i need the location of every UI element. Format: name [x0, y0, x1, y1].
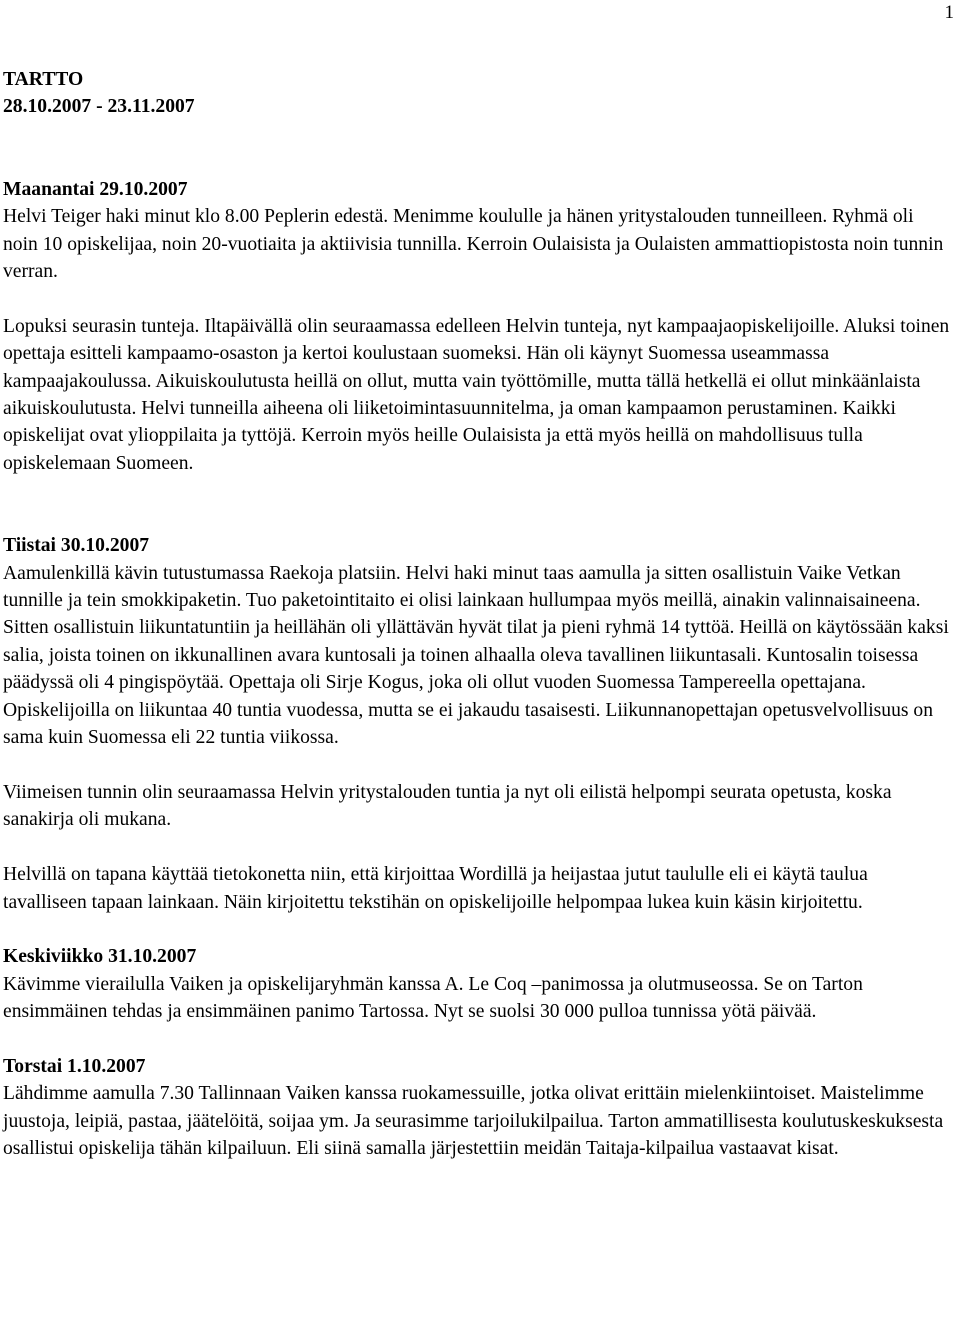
date-range: 28.10.2007 - 23.11.2007 [3, 96, 195, 118]
paragraph: Helvi Teiger haki minut klo 8.00 Peplerin edestä. Menimme koululle ja hänen yritystalouden tunneilleen. Ryhmä oli noin 10 opiskelijaa, noin 20-vuotiaita ja aktiivisia tunnilla. Kerroin Oulaisista ja Oulaisten ammattiopistosta noin tunnin verran. [3, 206, 944, 283]
paragraph: Lähdimme aamulla 7.30 Tallinnaan Vaiken kanssa ruokamessuille, jotka olivat erittäin mielenkiintoiset. Maistelimme juustoja, leipiä, pastaa, jäätelöitä, soijaa ym. Ja seurasimme tarjoilukilpailua. Tarton ammatillisesta koulutuskeskuksesta osallistui opiskelija tähän kilpailuun. Eli siinä samalla järjestettiin meidän Taitaja-kilpailua vastaavat kisat. [3, 1083, 944, 1160]
day-section [3, 1053, 953, 1163]
document-body [3, 66, 953, 1163]
day-section [3, 943, 953, 1025]
day-heading: Keskiviikko 31.10.2007 [3, 946, 197, 968]
day-section [3, 532, 953, 916]
day-heading: Tiistai 30.10.2007 [3, 535, 150, 557]
day-heading: Maanantai 29.10.2007 [3, 178, 188, 200]
paragraph: Helvillä on tapana käyttää tietokonetta niin, että kirjoittaa Wordillä ja heijastaa jutut taululle eli ei käytä taulua tavalliseen tapaan lainkaan. Näin kirjoitettu tekstihän on opiskelijoille helpompaa lukea kuin käsin kirjoitettu. [3, 864, 868, 913]
paragraph: Aamulenkillä kävin tutustumassa Raekoja platsiin. Helvi haki minut taas aamulla ja sitten osallistuin Vaike Vetkan tunnille ja tein smokkipaketin. Tuo paketointitaito ei olisi lainkaan hullumpaa myös meillä, ainakin valinnaisaineena. Sitten osallistuin liikuntatuntiin ja heillähän oli yllättävän hyvät tilat ja pieni ryhmä 14 tyttöä. Heillä on käytössään kaksi salia, joista toinen on ikkunallinen avara kuntosali ja toinen alhaalla oleva tavallinen liikuntasali. Kuntosalin toisessa päädyssä oli 4 pingispöytää. Opettaja oli Sirje Kogus, joka oli ollut vuoden Suomessa Tampereella opettajana. [3, 562, 949, 694]
page-number: 1 [944, 2, 954, 23]
paragraph: Kävimme vierailulla Vaiken ja opiskelijaryhmän kanssa A. Le Coq –panimossa ja olutmuseossa. Se on Tarton ensimmäinen tehdas ja ensimmäinen panimo Tartossa. Nyt se suolsi 30 000 pulloa tunnissa yötä päivää. [3, 973, 863, 1023]
paragraph: Viimeisen tunnin olin seuraamassa Helvin yritystalouden tuntia ja nyt oli eilistä helpompi seurata opetusta, koska sanakirja oli mukana. [3, 781, 892, 831]
day-section [3, 176, 953, 477]
paragraph: Opiskelijoilla on liikuntaa 40 tuntia vuodessa, mutta se ei jakaudu tasaisesti. Liikunnanopettajan opetusvelvollisuus on sama kuin Suomessa eli 22 tuntia viikossa. [3, 699, 933, 749]
paragraph: Lopuksi seurasin tunteja. Iltapäivällä olin seuraamassa edelleen Helvin tunteja, nyt kampaajaopiskelijoille. Aluksi toinen opettaja esitteli kampaamo-osaston ja kertoi koulustaan suomeksi. Hän oli käynyt Suomessa useammassa kampaajakoulussa. Aikuiskoulutusta heillä on ollut, mutta vain työttömille, mutta tällä hetkellä ei ollut minkäänlaista aikuiskoulutusta. Helvi tunneilla aiheena oli liiketoimintasuunnitelma, ja oman kampaamon perustaminen. Kaikki opiskelijat ovat ylioppilaita ja tyttöjä. Kerroin myös heille Oulaisista ja että myös heillä on mahdollisuus tulla opiskelemaan Suomeen. [3, 315, 950, 474]
document-title: TARTTO [3, 69, 84, 90]
day-heading: Torstai 1.10.2007 [3, 1055, 146, 1077]
